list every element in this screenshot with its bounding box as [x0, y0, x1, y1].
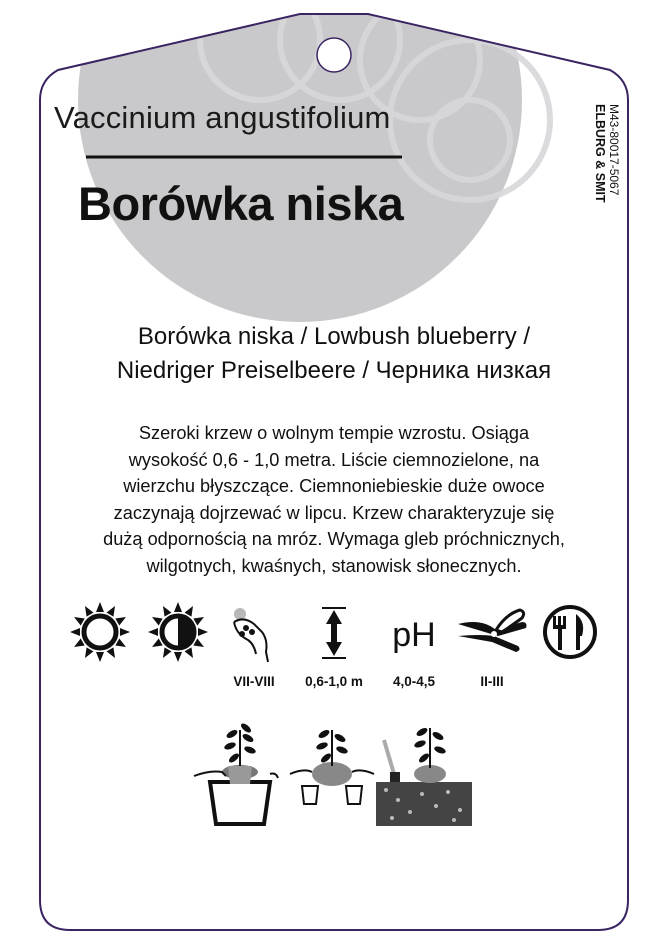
- multilingual-names: [40, 320, 628, 388]
- brand-name: ELBURG & SMIT: [593, 104, 607, 203]
- loosen-roots-icon: [290, 728, 374, 804]
- ph-icon: [392, 616, 435, 654]
- description-line: wierzchu błyszczące. Ciemnoniebieskie duże owoce: [123, 476, 545, 497]
- description: [60, 420, 608, 580]
- full-sun-icon: [70, 602, 130, 662]
- names-line: Niedriger Preiselbeere / Черника низкая: [116, 357, 552, 384]
- pruning-shears-icon: [458, 610, 527, 652]
- description-line: zaczynają dojrzewać w lipcu. Krzew charakteryzuje się: [113, 502, 555, 523]
- pruning-months-label: II-III: [480, 674, 504, 689]
- ph-range-label: 4,0-4,5: [392, 674, 436, 689]
- product-code: M43-80017-5067: [607, 104, 621, 196]
- height-arrow-icon: [322, 608, 346, 658]
- decorative-circle: [78, 0, 522, 322]
- description-line: Szeroki krzew o wolnym tempie wzrostu. Osiąga: [138, 423, 530, 443]
- svg-text:pH: pH: [392, 616, 436, 654]
- latin-name: Vaccinium angustifolium: [54, 100, 391, 135]
- partial-shade-icon: [148, 602, 208, 662]
- fruit-harvest-icon: [234, 608, 268, 662]
- description-line: wilgotnych, kwaśnych, stanowisk słonecznych.: [146, 555, 522, 576]
- plant-in-soil-icon: [376, 726, 472, 826]
- brand-block: [590, 104, 621, 236]
- description-line: dużą odpornością na mróz. Wymaga gleb próchnicznych,: [103, 529, 565, 550]
- hanging-hole: [317, 38, 351, 72]
- remove-pot-icon: [194, 722, 278, 824]
- edible-fork-knife-icon: [545, 607, 595, 657]
- description-line: wysokość 0,6 - 1,0 metra. Liście ciemnozielone, na: [128, 449, 540, 470]
- names-line: Borówka niska / Lowbush blueberry /: [137, 323, 531, 350]
- common-name: Borówka niska: [78, 177, 404, 230]
- height-label: 0,6-1,0 m: [305, 674, 363, 689]
- harvest-months-label: VII-VIII: [233, 674, 275, 689]
